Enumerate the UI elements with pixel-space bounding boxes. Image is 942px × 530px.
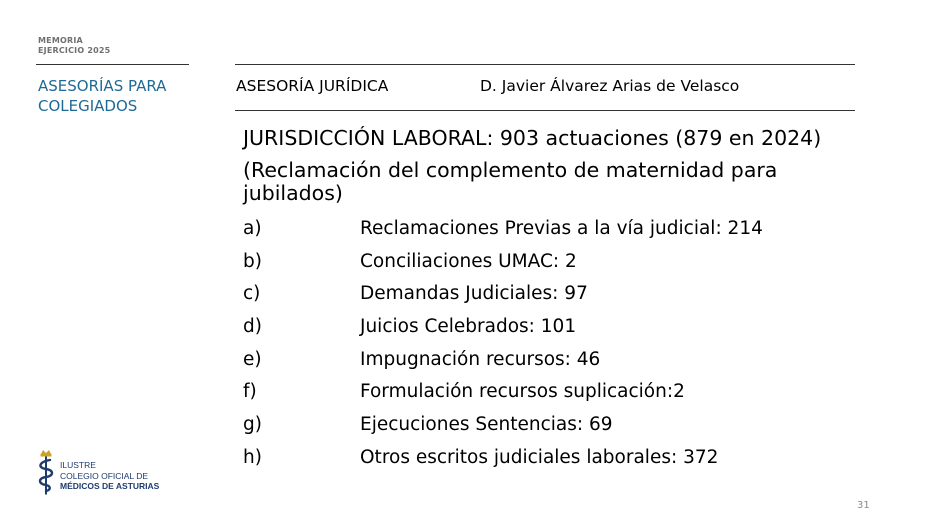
list-item-text: Otros escritos judiciales laborales: 372 — [360, 446, 719, 468]
list-item-letter: d) — [243, 315, 262, 337]
list-item — [243, 277, 843, 310]
list-item-text: Juicios Celebrados: 101 — [360, 315, 577, 337]
list-item-text: Reclamaciones Previas a la vía judicial: 214 — [360, 217, 763, 239]
list-item-letter: h) — [243, 446, 262, 468]
slide-subtitle: (Reclamación del complemento de maternidad para jubilados) — [243, 158, 778, 205]
report-label-line1: MEMORIA — [38, 36, 83, 45]
list-item — [243, 343, 843, 376]
list-item — [243, 375, 843, 408]
header-author-name: D. Javier Álvarez Arias de Velasco — [480, 77, 740, 95]
list-item-letter: a) — [243, 217, 262, 239]
list-item-letter: c) — [243, 283, 261, 305]
header-bottom-divider — [235, 110, 855, 111]
list-item-letter: e) — [243, 348, 262, 370]
header-top-divider — [235, 64, 855, 65]
section-label — [38, 76, 166, 116]
logo-line3: MÉDICOS DE ASTURIAS — [60, 481, 160, 491]
list-item-letter: b) — [243, 250, 262, 272]
header-title: ASESORÍA JURÍDICA — [236, 77, 389, 95]
list-item-text: Conciliaciones UMAC: 2 — [360, 250, 577, 272]
list-item — [243, 310, 843, 343]
section-label-line2: COLEGIADOS — [38, 97, 138, 115]
list-item — [243, 408, 843, 441]
list-item — [243, 245, 843, 278]
college-logo-text — [60, 460, 159, 492]
list-item — [243, 441, 843, 474]
list-item-text: Formulación recursos suplicación:2 — [360, 381, 685, 403]
logo-line1: ILUSTRE — [60, 460, 96, 470]
list-item-letter: f) — [243, 381, 257, 403]
report-label — [38, 36, 110, 56]
list-item — [243, 212, 843, 245]
list-item-text: Demandas Judiciales: 97 — [360, 283, 588, 305]
activity-list — [243, 212, 843, 474]
left-divider — [36, 64, 189, 65]
section-label-line1: ASESORÍAS PARA — [38, 77, 167, 95]
page-number: 31 — [857, 500, 870, 511]
college-crest-icon — [36, 448, 56, 496]
report-label-line2: EJERCICIO 2025 — [38, 46, 111, 55]
list-item-text: Impugnación recursos: 46 — [360, 348, 601, 370]
slide-title: JURISDICCIÓN LABORAL: 903 actuaciones (879 en 2024) — [243, 126, 822, 150]
list-item-letter: g) — [243, 413, 262, 435]
list-item-text: Ejecuciones Sentencias: 69 — [360, 413, 613, 435]
logo-line2: COLEGIO OFICIAL DE — [60, 470, 149, 481]
